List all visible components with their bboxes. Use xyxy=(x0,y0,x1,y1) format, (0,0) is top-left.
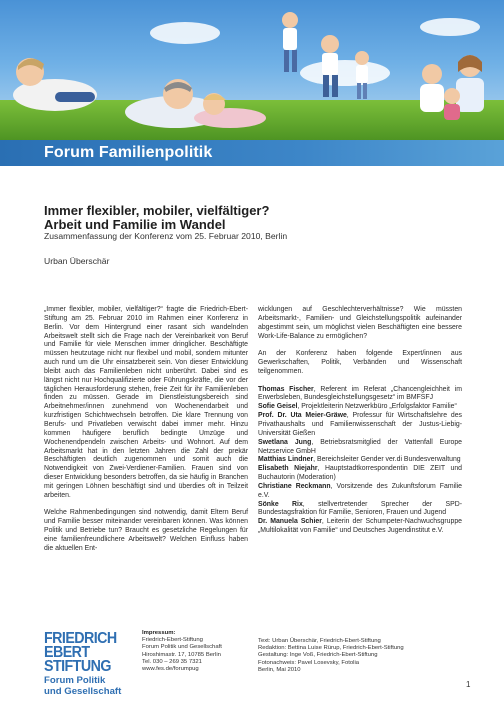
participant-entry xyxy=(258,439,462,457)
credit-line: Gestaltung: Inge Voß, Friedrich-Ebert-Stiftung xyxy=(258,652,378,659)
section-title: Forum Familienpolitik xyxy=(44,144,213,161)
participant-role: , Betriebsratsmitglied der Vattenfall Europe Netzservice GmbH xyxy=(258,438,463,455)
participant-name: Christiane Reckmann xyxy=(258,482,331,490)
participant-entry xyxy=(258,386,462,404)
impressum-line: Hiroshimastr. 17, 10785 Berlin xyxy=(142,651,221,658)
impressum-line: www.fes.de/forumpug xyxy=(142,666,199,673)
title-line-2: Arbeit und Familie im Wandel xyxy=(44,217,226,232)
credit-line: Berlin, Mai 2010 xyxy=(258,666,301,673)
credit-line: Text: Urban Überschär, Friedrich-Ebert-Stiftung xyxy=(258,638,381,644)
body-paragraph: Welche Rahmenbedingungen sind notwendig, damit Eltern Beruf und Familie besser miteinander vereinbaren können. Was können Politik und Betriebe tun? Braucht es gesetzliche Regelungen für eine familienfreundlichere Arbeitswelt? Welchen Einfluss haben die aktuellen Ent- xyxy=(44,509,248,552)
logo-subtitle: und Gesellschaft xyxy=(44,685,122,697)
body-column-right xyxy=(258,306,462,536)
participant-entry xyxy=(258,483,462,501)
credits xyxy=(258,638,458,674)
participant-entry xyxy=(258,501,462,519)
header-family-photo xyxy=(0,0,504,140)
impressum-heading: Impressum: xyxy=(142,630,176,636)
participant-name: Swetlana Jung xyxy=(258,438,312,446)
participants-intro: An der Konferenz haben folgende Expert/innen aus Gewerkschaften, Politik, Verbänden und Wissenschaft teilgenommen. xyxy=(258,350,462,375)
participant-role: , Leiterin der Schumpeter-Nachwuchsgruppe „Multilokalität von Familie“ und Deutsches Jugendinstitut e.V. xyxy=(258,518,462,535)
logo-word: FRIEDRICH xyxy=(44,630,117,647)
logo-subtitle: Forum Politik xyxy=(44,675,106,686)
article-title xyxy=(44,204,464,232)
participant-name: Sofie Geisel xyxy=(258,403,298,411)
participant-entry xyxy=(258,403,462,412)
participant-name: Thomas Fischer xyxy=(258,385,314,393)
impressum-line: Friedrich-Ebert-Stiftung xyxy=(142,637,203,644)
participant-name: Matthias Lindner xyxy=(258,456,314,464)
impressum xyxy=(142,630,250,673)
body-paragraph: wicklungen auf Geschlechterverhältnisse? Wie müssten Arbeitsmarkt-, Familien- und Gleichstellungspolitik aufeinander abgestimmt sein, um möglichst vielen Beschäftigten eine bessere Work-Life-Balance zu ermöglichen? xyxy=(258,306,462,340)
participant-role: , Referent im Referat „Chancengleichheit im Erwerbsleben, Bundesgleichstellungsgesetz“ im BMFSFJ xyxy=(258,385,462,402)
participant-name: Prof. Dr. Uta Meier-Gräwe xyxy=(258,412,347,420)
credit-line: Redaktion: Bettina Luise Rürup, Friedrich-Ebert-Stiftung xyxy=(258,645,404,652)
header xyxy=(0,0,504,166)
body-column-left xyxy=(44,306,248,562)
participant-list xyxy=(258,386,462,536)
participant-name: Elisabeth Niejahr xyxy=(258,465,318,473)
body-paragraph: „Immer flexibler, mobiler, vielfältiger?“ fragte die Friedrich-Ebert-Stiftung am 25. Februar 2010 im Rahmen einer Konferenz in Berlin. Vor dem Hintergrund einer rasant sich wandelnden Arbeitswelt stellt sich die Frage nach der Vereinbarkeit von Beruf und Familie für viele Menschen immer dringlicher. Beschäftigte müssen heutzutage nicht nur flexibel und mobil, sondern mitunter auch rund um die Uhr einsatzbereit sein. Von dieser Entwicklung bleibt auch das Familienleben nicht unberührt. Dabei sind es längst nicht nur Hochqualifizierte oder Führungskräfte, die vor der täglichen Herausforderung stehen, freie Zeit für ihr Familienleben finden zu müssen. Gerade im Dienstleistungsbereich sind Arbeitnehmer/innen zunehmend von Wochenendarbeit und kurzfristigen Schichtwechseln betroffen. Die klare Trennung von Berufs- und Privatleben verwischt dabei immer mehr. Hinzu kommen häufigere beruflich bedingte Umzüge und Wochenendpendeln zwischen Arbeits- und Wohnort. Auf dem Arbeitsmarkt hat in den letzten Jahren die Zahl der prekär Beschäftigten deutlich zugenommen und somit auch die Notwendigkeit von Zwei-Verdiener-Familien. Frauen sind von dieser Entwicklung besonders betroffen, da sie häufig in Branchen mit geringen Löhnen beschäftigt sind und überdies oft in Teilzeit arbeiten. xyxy=(44,306,248,499)
logo-word: STIFTUNG xyxy=(44,658,111,675)
participant-role: , Vorsitzende des Zukunftsforum Familie e.V. xyxy=(258,482,463,499)
article-author: Urban Überschär xyxy=(44,256,110,266)
logo-word: EBERT xyxy=(44,644,90,661)
family-figures-illustration xyxy=(0,0,504,140)
participant-role: , Professur für Wirtschaftslehre des Privathaushalts und Familienwissenschaft der Justus-Liebig-Universität Gießen xyxy=(258,412,462,437)
article-subtitle: Zusammenfassung der Konferenz vom 25. Februar 2010, Berlin xyxy=(44,231,288,241)
impressum-line: Forum Politik und Gesellschaft xyxy=(142,644,222,651)
participant-name: Dr. Manuela Schier xyxy=(258,518,322,526)
participant-role: , stellvertretender Sprecher der SPD-Bundestagsfraktion für Familie, Senioren, Frauen und Jugend xyxy=(258,500,462,517)
participant-role: , Hauptstadtkorrespondentin DIE ZEIT und Buchautorin (Moderation) xyxy=(258,465,462,482)
title-line-1: Immer flexibler, mobiler, vielfältiger? xyxy=(44,203,270,218)
participant-role: , Bereichsleiter Gender ver.di Bundesverwaltung xyxy=(313,456,461,464)
page-number: 1 xyxy=(466,680,471,689)
participant-entry xyxy=(258,456,462,465)
impressum-line: Tel. 030 – 269 35 7321 xyxy=(142,658,202,665)
credit-line: Fotonachweis: Pavel Losevsky, Fotolia xyxy=(258,659,360,666)
participant-entry xyxy=(258,465,462,483)
participant-role: , Projektleiterin Netzwerkbüro „Erfolgsfaktor Familie“ xyxy=(297,403,457,411)
fes-logo xyxy=(44,632,132,697)
participant-entry xyxy=(258,412,462,439)
participant-name: Sönke Rix xyxy=(258,500,303,508)
participant-entry xyxy=(258,518,462,536)
